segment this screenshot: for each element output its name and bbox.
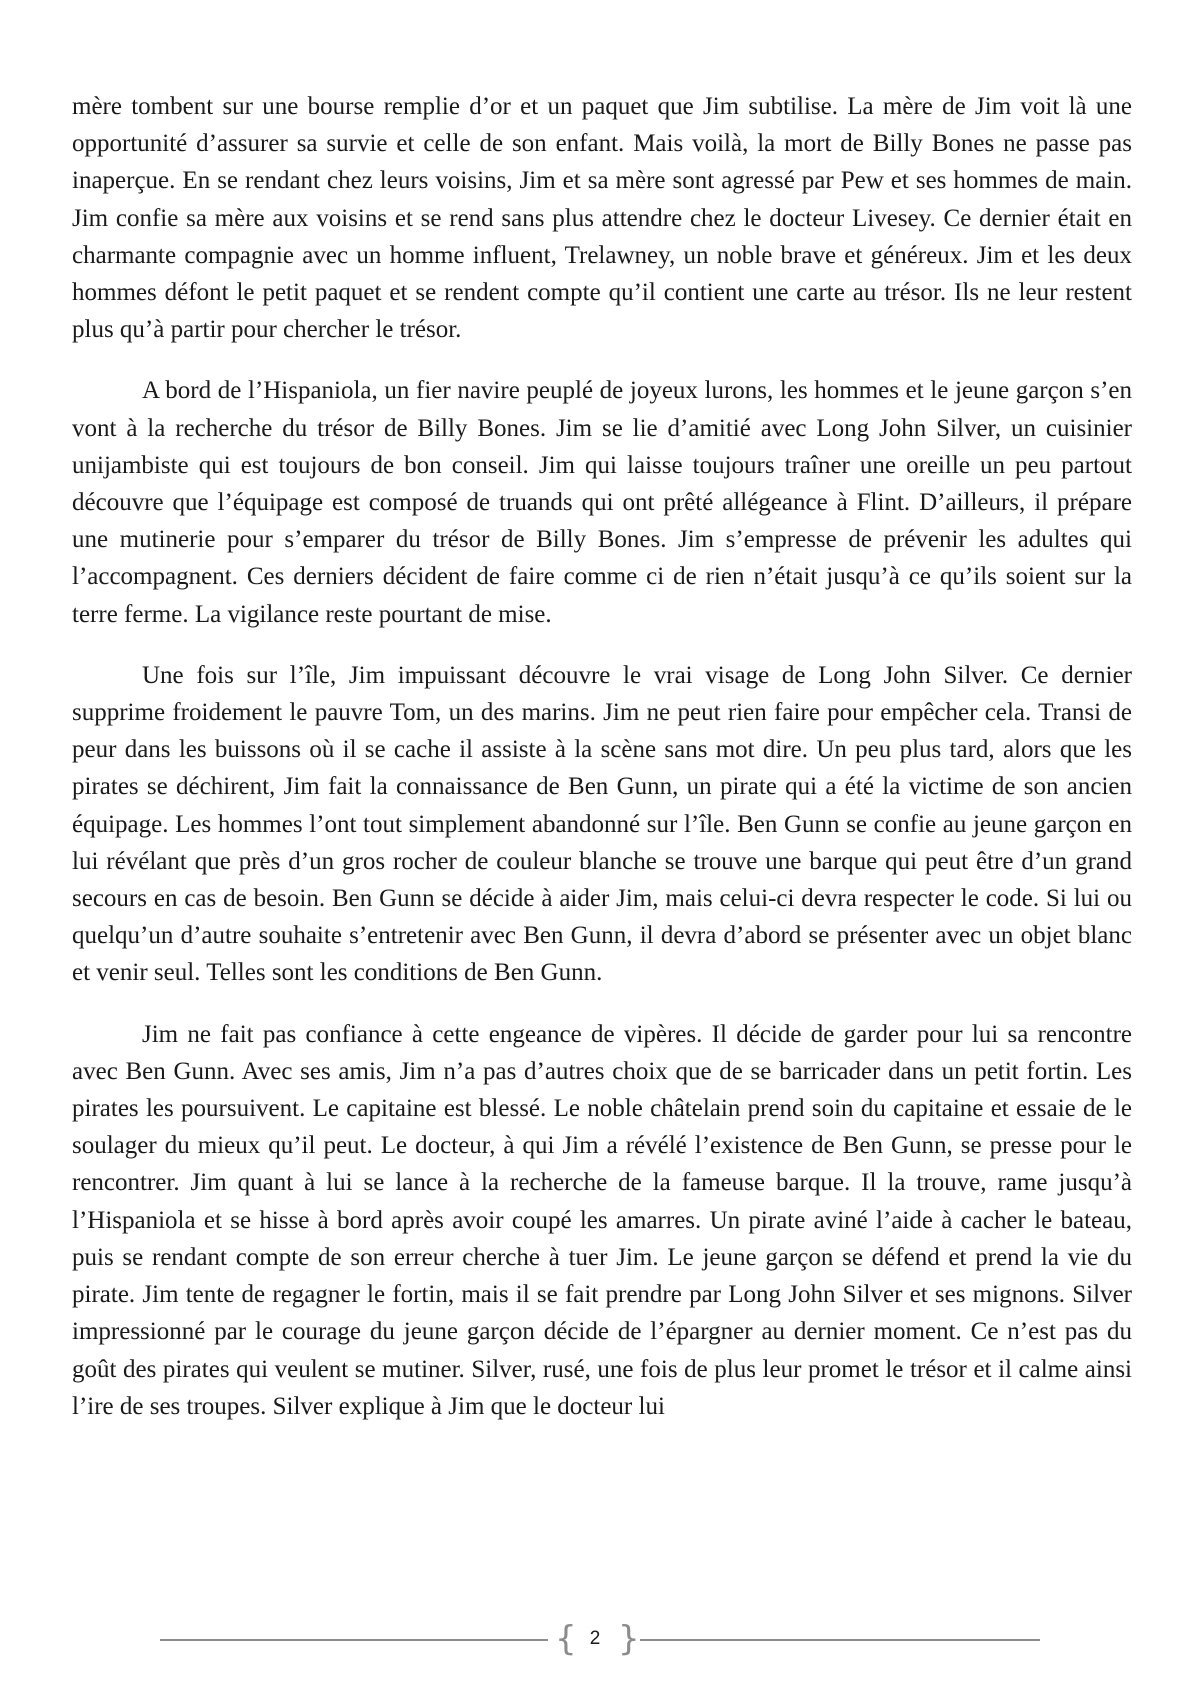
paragraph-4: Jim ne fait pas confiance à cette engeance de vipères. Il décide de garder pour lui sa rencontre avec Ben Gunn. Avec ses amis, Jim n’a pas d’autres choix que de se barricader dans un petit fortin. Les pirates les poursuivent. Le capitaine est blessé. Le noble châtelain prend soin du capitaine et essaie de le soulager du mieux qu’il peut. Le docteur, à qui Jim a révélé l’existence de Ben Gunn, se presse pour le rencontrer. Jim quant à lui se lance à la recherche de la fameuse barque. Il la trouve, rame jusqu’à l’Hispaniola et se hisse à bord après avoir coupé les amarres. Un pirate aviné l’aide à cacher le bateau, puis se rendant compte de son erreur cherche à tuer Jim. Le jeune garçon se défend et prend la vie du pirate. Jim tente de regagner le fortin, mais il se fait prendre par Long John Silver et ses mignons. Silver impressionné par le courage du jeune garçon décide de l’épargner au dernier moment. Ce n’est pas du goût des pirates qui veulent se mutiner. Silver, rusé, une fois de plus leur promet le trésor et il calme ainsi l’ire de ses troupes. Silver explique à Jim que le docteur lui bbox=[72, 1020, 1132, 1420]
paragraph-1: mère tombent sur une bourse remplie d’or et un paquet que Jim subtilise. La mère de Jim voit là une opportunité d’assurer sa survie et celle de son enfant. Mais voilà, la mort de Billy Bones ne passe pas inaperçue. En se rendant chez leurs voisins, Jim et sa mère sont agressé par Pew et ses hommes de main. Jim confie sa mère aux voisins et se rend sans plus attendre chez le docteur Livesey. Ce dernier était en charmante compagnie avec un homme influent, Trelawney, un noble brave et généreux. Jim et les deux hommes défont le petit paquet et se rendent compte qu’il contient une carte au trésor. Ils ne leur restent plus qu’à partir pour chercher le trésor. bbox=[72, 93, 1132, 344]
footer-rule-right bbox=[640, 1639, 1040, 1641]
footer-rule-left bbox=[160, 1639, 548, 1641]
document-body bbox=[72, 88, 1132, 1425]
page-footer bbox=[160, 1620, 1040, 1660]
left-brace-icon: { bbox=[555, 1619, 577, 1659]
page-number: 2 bbox=[589, 1628, 601, 1649]
right-brace-icon: } bbox=[618, 1619, 640, 1659]
paragraph-2: A bord de l’Hispaniola, un fier navire peuplé de joyeux lurons, les hommes et le jeune garçon s’en vont à la recherche du trésor de Billy Bones. Jim se lie d’amitié avec Long John Silver, un cuisinier unijambiste qui est toujours de bon conseil. Jim qui laisse toujours traîner une oreille un peu partout découvre que l’équipage est composé de truands qui ont prêté allégeance à Flint. D’ailleurs, il prépare une mutinerie pour s’emparer du trésor de Billy Bones. Jim s’empresse de prévenir les adultes qui l’accompagnent. Ces derniers décident de faire comme ci de rien n’était jusqu’à ce qu’ils soient sur la terre ferme. La vigilance reste pourtant de mise. bbox=[72, 377, 1132, 628]
paragraph-3: Une fois sur l’île, Jim impuissant découvre le vrai visage de Long John Silver. Ce dernier supprime froidement le pauvre Tom, un des marins. Jim ne peut rien faire pour empêcher cela. Transi de peur dans les buissons où il se cache il assiste à la scène sans mot dire. Un peu plus tard, alors que les pirates se déchirent, Jim fait la connaissance de Ben Gunn, un pirate qui a été la victime de son ancien équipage. Les hommes l’ont tout simplement abandonné sur l’île. Ben Gunn se confie au jeune garçon en lui révélant que près d’un gros rocher de couleur blanche se trouve une barque qui peut être d’un grand secours en cas de besoin. Ben Gunn se décide à aider Jim, mais celui-ci devra respecter le code. Si lui ou quelqu’un d’autre souhaite s’entretenir avec Ben Gunn, il devra d’abord se présenter avec un objet blanc et venir seul. Telles sont les conditions de Ben Gunn. bbox=[72, 661, 1132, 987]
